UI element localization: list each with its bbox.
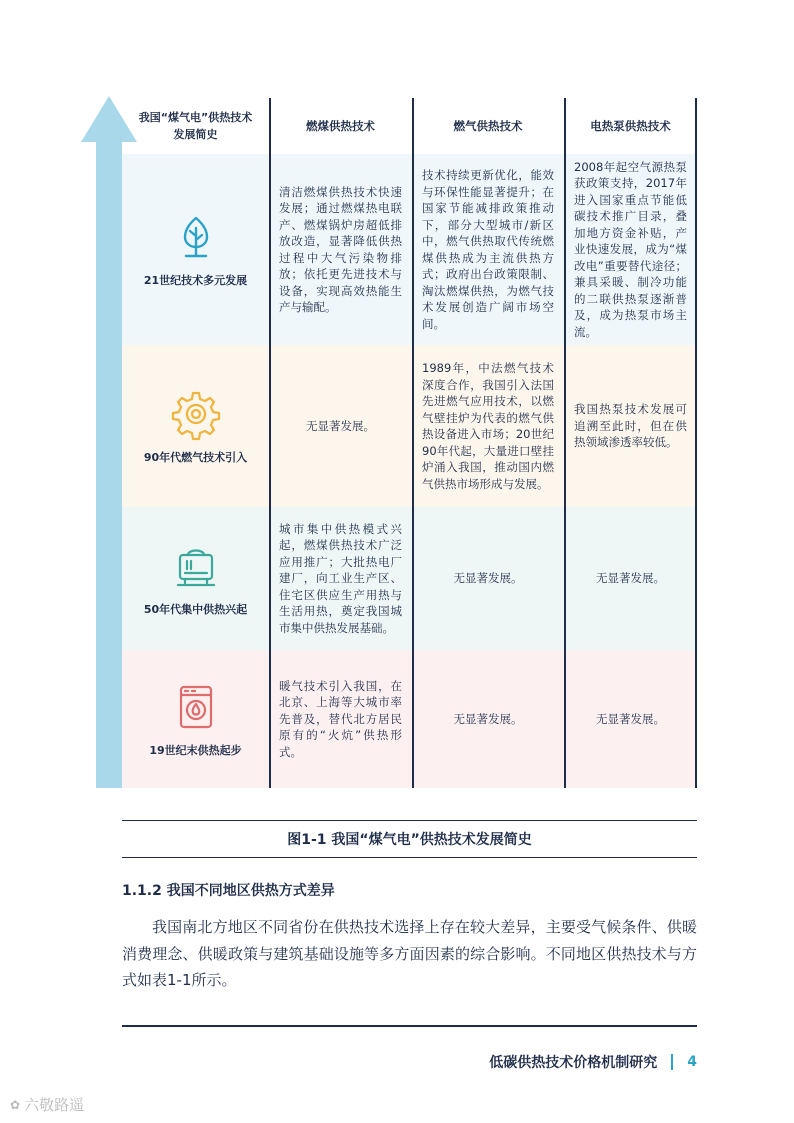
header-history: 我国“煤气电”供热技术发展简史: [138, 111, 253, 141]
gear-icon: [169, 387, 223, 441]
coal-cell: 暖气技术引入我国，在北京、上海等大城市率先普及，替代北方居民原有的“火炕”供热形式。: [279, 678, 402, 759]
electric-cell: 无显著发展。: [596, 571, 665, 586]
gas-cell: 无显著发展。: [453, 571, 523, 586]
era-cell: [122, 154, 269, 345]
header-electric: 电热泵供热技术: [590, 118, 671, 133]
section-title: 1.1.2 我国不同地区供热方式差异: [122, 883, 335, 899]
footer-title: 低碳供热技术价格机制研究: [489, 1055, 658, 1071]
watermark: [10, 1094, 84, 1115]
watermark-logo-icon: ✿: [10, 1097, 21, 1112]
coal-cell: 清洁燃煤供热技术快速发展；通过燃煤热电联产、燃煤锅炉房超低排放改造，显著降低供热过程中大气污染物排放；依托更先进技术与设备，实现高效热能生产与输配。: [279, 184, 402, 314]
header-coal: 燃煤供热技术: [306, 118, 375, 133]
tree-icon: [169, 210, 223, 264]
coal-cell: 城市集中供热模式兴起，燃煤供热技术广泛应用推广；大批热电厂建厂，向工业生产区、住宅区供应生产用热与生活用热，奠定我国城市集中供热发展基础。: [279, 521, 402, 635]
history-table: [122, 98, 697, 788]
footer-divider: [122, 1025, 697, 1027]
watermark-text: 六敬路遥: [24, 1096, 85, 1114]
gas-cell: 1989年，中法燃气技术深度合作，我国引入法国先进燃气应用技术，以燃气壁挂炉为代表的燃气供热设备进入市场；20世纪90年代起，大量进口壁挂炉涌入我国，推动国内燃气供热市场形成与发展。: [422, 361, 554, 491]
timeline-arrow-shaft: [96, 140, 122, 788]
table-row-19th-century: [122, 650, 697, 788]
page-number: 4: [687, 1054, 697, 1070]
table-header-row: [122, 98, 697, 154]
era-cell: [122, 345, 269, 507]
page-footer: [489, 1052, 697, 1072]
era-label: 90年代燃气技术引入: [143, 450, 248, 464]
electric-cell: 我国热泵技术发展可追溯至此时，但在供热领域渗透率较低。: [574, 402, 687, 450]
era-label: 19世纪末供热起步: [149, 743, 242, 757]
table-row-1950s: [122, 507, 697, 650]
gas-cell: 技术持续更新优化，能效与环保性能显著提升；在国家节能减排政策推动下，部分大型城市/新区中，燃气供热取代传统燃煤供热成为主流供热方式；政府出台政策限制、淘汰燃煤供热，为燃气技术发展创造广阔市场空间。: [422, 168, 554, 331]
coal-cell: 无显著发展。: [306, 418, 375, 433]
era-cell: [122, 507, 269, 650]
era-label: 50年代集中供热兴起: [143, 603, 248, 616]
electric-cell: 2008年起空气源热泵获政策支持，2017年进入国家重点节能低碳技术推广目录，叠加地方资金补贴，产业快速发展，成为“煤改电”重要替代途径；兼具采暖、制冷功能的二联供热泵逐渐普及，成为热泵市场主流。: [574, 159, 687, 339]
header-gas: 燃气供热技术: [453, 118, 523, 133]
stove-icon: [169, 680, 223, 734]
heater-icon: [169, 539, 223, 593]
era-cell: [122, 650, 269, 788]
body-paragraph: 我国南北方地区不同省份在供热技术选择上存在较大差异，主要受气候条件、供暖消费理念、供暖政策与建筑基础设施等多方面因素的综合影响。不同地区供热技术与方式如表1-1所示。: [122, 918, 697, 989]
electric-cell: 无显著发展。: [596, 711, 665, 726]
figure-caption: 图1-1 我国“煤气电”供热技术发展简史: [122, 820, 697, 858]
table-row-1990s: [122, 345, 697, 507]
table-row-21st-century: [122, 154, 697, 345]
footer-separator: [671, 1054, 673, 1070]
era-label: 21世纪技术多元发展: [143, 274, 248, 287]
gas-cell: 无显著发展。: [453, 711, 523, 726]
